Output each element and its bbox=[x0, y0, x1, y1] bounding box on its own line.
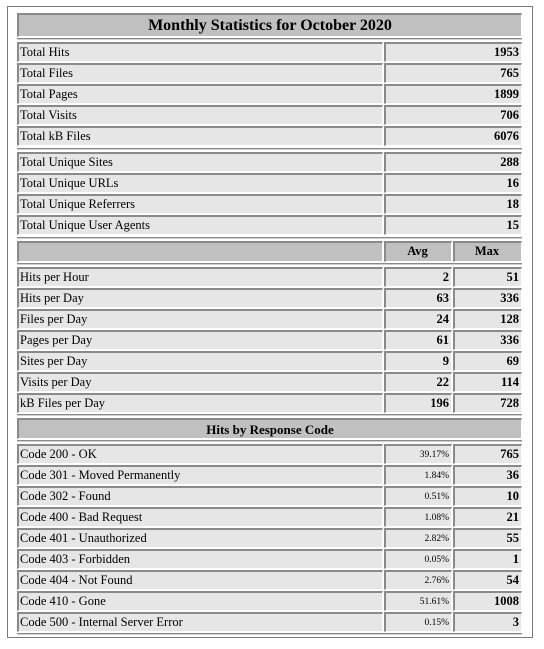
title-separator bbox=[17, 38, 522, 41]
response-code-percent: 0.15% bbox=[384, 612, 452, 632]
response-code-percent: 39.17% bbox=[384, 444, 452, 464]
rates-label: Sites per Day bbox=[17, 351, 383, 371]
response-code-percent: 1.84% bbox=[384, 465, 452, 485]
rates-avg: 63 bbox=[384, 288, 452, 308]
response-header-separator bbox=[17, 440, 522, 443]
totals-label: Total Pages bbox=[17, 84, 383, 104]
totals-value: 706 bbox=[384, 105, 522, 125]
response-code-label: Code 404 - Not Found bbox=[17, 570, 383, 590]
rates-header-separator bbox=[17, 263, 522, 266]
response-code-percent: 0.05% bbox=[384, 549, 452, 569]
avg-header: Avg bbox=[384, 241, 452, 262]
response-code-label: Code 302 - Found bbox=[17, 486, 383, 506]
response-code-value: 765 bbox=[453, 444, 522, 464]
response-code-value: 1008 bbox=[453, 591, 522, 611]
response-code-value: 10 bbox=[453, 486, 522, 506]
response-code-percent: 51.61% bbox=[384, 591, 452, 611]
response-code-label: Code 401 - Unauthorized bbox=[17, 528, 383, 548]
response-code-percent: 1.08% bbox=[384, 507, 452, 527]
totals-value: 6076 bbox=[384, 126, 522, 146]
uniques-label: Total Unique Referrers bbox=[17, 194, 383, 214]
totals-label: Total Visits bbox=[17, 105, 383, 125]
rates-label: Files per Day bbox=[17, 309, 383, 329]
uniques-value: 18 bbox=[384, 194, 522, 214]
rates-avg: 9 bbox=[384, 351, 452, 371]
uniques-label: Total Unique User Agents bbox=[17, 215, 383, 235]
response-code-value: 21 bbox=[453, 507, 522, 527]
rates-max: 336 bbox=[453, 330, 522, 350]
response-code-label: Code 410 - Gone bbox=[17, 591, 383, 611]
rates-avg: 61 bbox=[384, 330, 452, 350]
uniques-label: Total Unique URLs bbox=[17, 173, 383, 193]
response-code-label: Code 400 - Bad Request bbox=[17, 507, 383, 527]
bottom-separator bbox=[17, 633, 522, 636]
rates-label: Visits per Day bbox=[17, 372, 383, 392]
response-code-value: 1 bbox=[453, 549, 522, 569]
rates-avg: 22 bbox=[384, 372, 452, 392]
response-code-label: Code 301 - Moved Permanently bbox=[17, 465, 383, 485]
uniques-value: 15 bbox=[384, 215, 522, 235]
uniques-value: 16 bbox=[384, 173, 522, 193]
totals-value: 1899 bbox=[384, 84, 522, 104]
totals-label: Total kB Files bbox=[17, 126, 383, 146]
uniques-value: 288 bbox=[384, 152, 522, 172]
rates-avg: 196 bbox=[384, 393, 452, 413]
totals-value: 1953 bbox=[384, 42, 522, 62]
response-code-header: Hits by Response Code bbox=[17, 418, 522, 439]
response-code-label: Code 403 - Forbidden bbox=[17, 549, 383, 569]
uniques-label: Total Unique Sites bbox=[17, 152, 383, 172]
rates-label: Pages per Day bbox=[17, 330, 383, 350]
rates-max: 51 bbox=[453, 267, 522, 287]
rates-max: 114 bbox=[453, 372, 522, 392]
rates-label: Hits per Day bbox=[17, 288, 383, 308]
rates-separator bbox=[17, 414, 522, 417]
max-header: Max bbox=[453, 241, 522, 262]
rates-header-blank bbox=[17, 241, 383, 262]
response-code-percent: 0.51% bbox=[384, 486, 452, 506]
response-code-value: 36 bbox=[453, 465, 522, 485]
totals-label: Total Files bbox=[17, 63, 383, 83]
totals-separator bbox=[17, 148, 522, 151]
rates-max: 128 bbox=[453, 309, 522, 329]
totals-value: 765 bbox=[384, 63, 522, 83]
response-code-label: Code 200 - OK bbox=[17, 444, 383, 464]
page-title: Monthly Statistics for October 2020 bbox=[17, 13, 522, 37]
totals-label: Total Hits bbox=[17, 42, 383, 62]
rates-label: kB Files per Day bbox=[17, 393, 383, 413]
response-code-value: 3 bbox=[453, 612, 522, 632]
rates-label: Hits per Hour bbox=[17, 267, 383, 287]
response-code-value: 55 bbox=[453, 528, 522, 548]
response-code-percent: 2.82% bbox=[384, 528, 452, 548]
rates-avg: 2 bbox=[384, 267, 452, 287]
rates-avg: 24 bbox=[384, 309, 452, 329]
rates-max: 728 bbox=[453, 393, 522, 413]
response-code-label: Code 500 - Internal Server Error bbox=[17, 612, 383, 632]
uniques-separator bbox=[17, 237, 522, 240]
rates-max: 69 bbox=[453, 351, 522, 371]
response-code-percent: 2.76% bbox=[384, 570, 452, 590]
response-code-value: 54 bbox=[453, 570, 522, 590]
rates-max: 336 bbox=[453, 288, 522, 308]
